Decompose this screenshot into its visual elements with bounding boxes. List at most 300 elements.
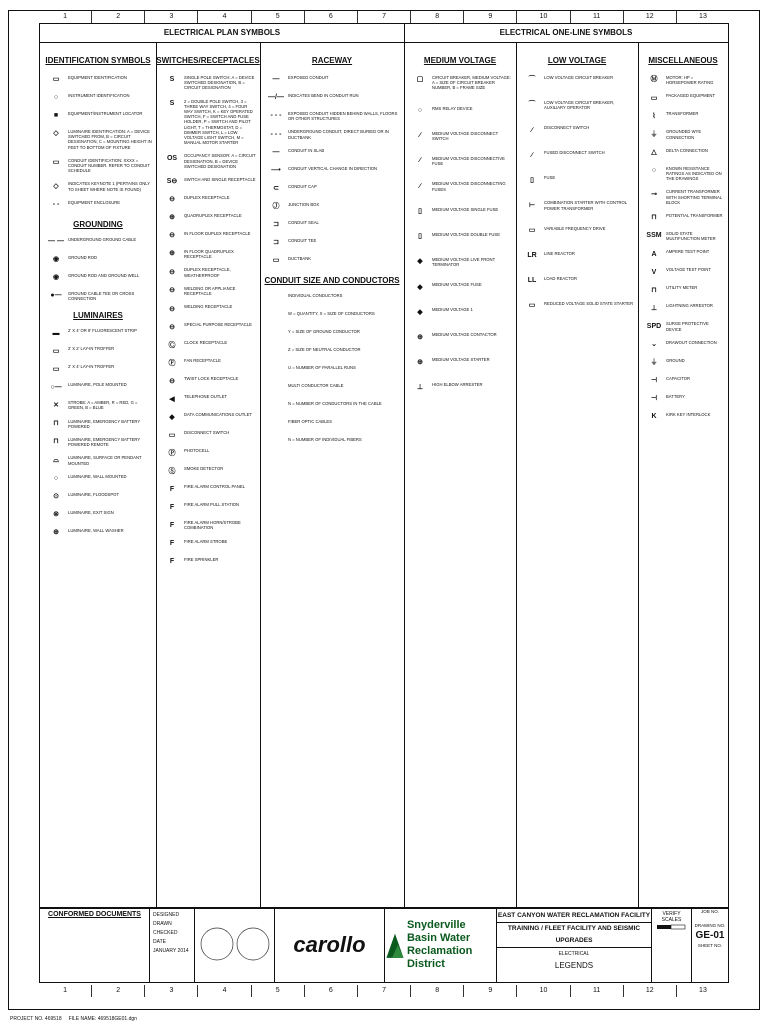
grid-number: 3 bbox=[145, 11, 198, 23]
legend-item bbox=[160, 484, 256, 494]
carollo-logo-text: carollo bbox=[293, 932, 366, 957]
legend-symbol-icon: ⊗ bbox=[53, 511, 59, 519]
legend-description: EXPOSED CONDUIT bbox=[288, 75, 329, 80]
legend-description: INDICATES BEND IN CONDUIT RUN bbox=[288, 93, 359, 98]
grid-number: 4 bbox=[198, 11, 251, 23]
legend-description: LUMINAIRE, WALL WASHER bbox=[68, 527, 124, 533]
grid-number: 11 bbox=[571, 985, 624, 997]
legend-item bbox=[44, 255, 152, 265]
legend-symbol-icon: ⊖ bbox=[169, 268, 175, 276]
legend-symbol-icon: ▭ bbox=[52, 347, 60, 355]
legend-item bbox=[642, 394, 724, 404]
legend-description: DATA COMMUNICATIONS OUTLET bbox=[184, 412, 252, 418]
legend-symbol-icon: ⊖ bbox=[169, 305, 175, 313]
grid-number: 9 bbox=[464, 985, 517, 997]
grid-number: 10 bbox=[517, 985, 570, 997]
legend-symbol-icon: ⊖ bbox=[169, 323, 175, 331]
legend-description: N = NUMBER OF INDIVIDUAL FIBERS bbox=[288, 436, 362, 442]
legend-item bbox=[520, 125, 634, 135]
legend-item bbox=[520, 301, 634, 311]
drawing-number: GE-01 bbox=[695, 930, 725, 941]
legend-item bbox=[408, 156, 512, 166]
legend-item bbox=[264, 93, 400, 103]
legend-item bbox=[642, 93, 724, 103]
plan-symbols-header: ELECTRICAL PLAN SYMBOLS bbox=[40, 24, 405, 43]
legend-description: QUADRUPLEX RECEPTACLE bbox=[184, 213, 242, 219]
project-name: TRAINING / FLEET FACILITY AND SEISMIC UPGRADES bbox=[497, 923, 651, 948]
low-voltage-column bbox=[516, 42, 639, 908]
legend-symbol-icon: F bbox=[169, 558, 175, 566]
legend-item bbox=[160, 177, 256, 187]
legend-item bbox=[264, 401, 400, 411]
legend-symbol-icon bbox=[264, 401, 288, 411]
legend-description: CONDUIT TEE bbox=[288, 237, 317, 243]
legend-item bbox=[160, 249, 256, 259]
legend-item bbox=[160, 322, 256, 332]
grid-number: 13 bbox=[699, 13, 707, 20]
legend-description: GROUND ROD AND GROUND WELL bbox=[68, 272, 140, 278]
legend-description: CONDUIT CAP bbox=[288, 183, 317, 189]
grid-reference-bottom bbox=[39, 985, 729, 997]
legend-description: LUMINAIRE, SURFACE OR PENDANT MOUNTED bbox=[68, 455, 142, 466]
legend-item bbox=[642, 148, 724, 158]
legend-item bbox=[44, 455, 152, 465]
legend-symbol-icon: ⊐ bbox=[273, 221, 279, 229]
legend-description: MEDIUM VOLTAGE CONTACTOR bbox=[432, 332, 497, 338]
legend-symbol-icon: S bbox=[169, 76, 175, 84]
legend-description: FIRE SPRINKLER bbox=[184, 556, 219, 562]
legend-item bbox=[264, 311, 400, 321]
legend-symbol-icon: ⊖ bbox=[169, 196, 175, 204]
project-block bbox=[497, 908, 652, 982]
legend-item bbox=[642, 231, 724, 241]
legend-description: SINGLE POLE SWITCH: A = DEVICE SWITCHED DESIGNATION, B = CIRCUIT DESIGNATION bbox=[184, 75, 255, 91]
legend-description: LOW VOLTAGE CIRCUIT BREAKER bbox=[544, 75, 614, 80]
grid-number: 4 bbox=[198, 985, 251, 997]
legend-description: IN FLOOR DUPLEX RECEPTACLE bbox=[184, 231, 251, 237]
legend-description: MEDIUM VOLTAGE DISCONNECTING FUSES bbox=[432, 181, 506, 192]
section-title: GROUNDING bbox=[73, 219, 123, 229]
legend-description: GROUND bbox=[666, 357, 685, 363]
legend-item bbox=[408, 307, 512, 317]
sheet-no-label: SHEET NO. bbox=[697, 943, 723, 948]
legend-symbol-icon: ○ bbox=[651, 167, 657, 175]
column-title: SWITCHES/RECEPTACLES bbox=[156, 56, 260, 65]
legend-item bbox=[408, 207, 512, 217]
legend-item bbox=[408, 257, 512, 267]
legend-description: REDUCED VOLTAGE SOLID STATE STARTER bbox=[544, 300, 634, 306]
legend-symbol-icon bbox=[264, 293, 288, 303]
legend-item bbox=[44, 93, 152, 103]
legend-description: CONDUIT SEAL bbox=[288, 219, 319, 225]
legend-description: PACKAGED EQUIPMENT bbox=[666, 93, 716, 99]
legend-description: TELEPHONE OUTLET bbox=[184, 394, 228, 400]
engineer-seal-icon bbox=[195, 908, 275, 980]
section-title: CONDUIT SIZE AND CONDUCTORS bbox=[264, 275, 400, 285]
legend-item bbox=[264, 347, 400, 357]
legend-description: VOLTAGE TEST POINT bbox=[666, 267, 711, 273]
designer-block bbox=[150, 908, 195, 982]
legend-description: LINE REACTOR bbox=[544, 250, 575, 256]
legend-symbol-icon: ⊖ bbox=[169, 377, 175, 385]
district-name-line2: Reclamation District bbox=[406, 945, 473, 970]
legend-symbol-icon: —• bbox=[271, 167, 281, 175]
legend-symbol-icon: ⊐ bbox=[273, 239, 279, 247]
legend-symbol-icon: K bbox=[651, 413, 657, 421]
legend-item bbox=[160, 75, 256, 91]
legend-item bbox=[44, 291, 152, 301]
legend-description: MEDIUM VOLTAGE LIVE FRONT TERMINATOR bbox=[432, 256, 496, 268]
legend-symbol-icon: ▭ bbox=[52, 76, 60, 84]
sheet-title: LEGENDS bbox=[554, 961, 594, 970]
legend-symbol-icon: ◆ bbox=[417, 283, 423, 291]
grid-number: 11 bbox=[571, 11, 624, 23]
column-title: RACEWAY bbox=[311, 56, 353, 65]
legend-symbol-icon: ▭ bbox=[528, 302, 536, 310]
legend-item bbox=[642, 321, 724, 331]
legend-description: DUPLEX RECEPTACLE, WEATHERPROOF bbox=[184, 267, 231, 278]
legend-item bbox=[520, 100, 634, 110]
legend-symbol-icon: ⊥ bbox=[650, 304, 658, 312]
legend-description: KNOWN RESISTANCE RATINGS AS INDICATED ON THE DRAWINGS bbox=[666, 165, 722, 182]
legend-description: WELDING OR APPLIANCE RECEPTACLE bbox=[184, 285, 236, 297]
one-line-symbols-header: ELECTRICAL ONE-LINE SYMBOLS bbox=[404, 24, 728, 43]
legend-item bbox=[44, 528, 152, 538]
grid-number: 12 bbox=[624, 985, 677, 997]
legend-item bbox=[520, 251, 634, 261]
legend-symbol-icon: - - bbox=[52, 201, 60, 209]
legend-item bbox=[44, 364, 152, 374]
legend-symbol-icon: ◇ bbox=[53, 182, 59, 190]
legend-item bbox=[44, 129, 152, 150]
legend-item bbox=[44, 492, 152, 502]
legend-item bbox=[642, 412, 724, 422]
legend-item bbox=[264, 75, 400, 85]
legend-item bbox=[408, 282, 512, 292]
legend-item bbox=[160, 466, 256, 476]
column-title: MISCELLANEOUS bbox=[648, 56, 718, 65]
legend-symbol-icon: S bbox=[169, 100, 175, 107]
legend-description: WELDING RECEPTACLE bbox=[184, 304, 233, 310]
legend-item bbox=[520, 150, 634, 160]
legend-item bbox=[642, 376, 724, 386]
legend-symbol-icon: ◆ bbox=[417, 308, 423, 316]
legend-item bbox=[264, 238, 400, 248]
checked-label: CHECKED bbox=[153, 930, 178, 936]
legend-symbol-icon: Ⓙ bbox=[272, 203, 280, 211]
legend-description: DUCTBANK bbox=[288, 255, 312, 261]
legend-symbol-icon: F bbox=[169, 485, 175, 493]
legend-item bbox=[264, 184, 400, 194]
legend-item bbox=[642, 75, 724, 85]
mountain-logo-icon bbox=[385, 925, 405, 965]
legend-symbol-icon: ⌇ bbox=[652, 112, 656, 120]
legend-symbol-icon: ⊕ bbox=[169, 250, 175, 258]
legend-item bbox=[520, 175, 634, 185]
legend-item bbox=[264, 329, 400, 339]
legend-description: LIGHTNING ARRESTOR bbox=[666, 303, 713, 309]
legend-symbol-icon: ◇ bbox=[53, 130, 59, 138]
legend-item bbox=[264, 220, 400, 230]
legend-description: TRANSFORMER bbox=[666, 111, 699, 117]
legend-symbol-icon: Ⓕ bbox=[168, 359, 176, 367]
legend-symbol-icon: ⊕ bbox=[53, 529, 59, 537]
legend-item bbox=[44, 400, 152, 410]
legend-description: TWIST LOCK RECEPTACLE bbox=[184, 376, 239, 382]
legend-description: AMPERE TEST POINT bbox=[666, 249, 710, 255]
legend-symbol-icon: ▭ bbox=[528, 227, 536, 235]
legend-description: LUMINAIRE, EMERGENCY BATTERY POWERED bbox=[68, 418, 141, 429]
legend-item bbox=[408, 131, 512, 141]
legend-description: MOTOR: HP = HORSEPOWER RATING bbox=[666, 75, 714, 86]
date-label: DATE bbox=[153, 939, 166, 945]
legend-description: OCCUPANCY SENSOR: A = CIRCUIT DESIGNATION, B = DEVICE SWITCHED DESIGNATION bbox=[184, 153, 256, 169]
legend-item bbox=[264, 437, 400, 447]
legend-symbol-icon: F bbox=[169, 521, 175, 529]
medium-voltage-column bbox=[404, 42, 517, 908]
column-title: MEDIUM VOLTAGE bbox=[423, 56, 497, 65]
legend-description: LOW VOLTAGE CIRCUIT BREAKER, AUXILIARY OPERATOR bbox=[544, 100, 615, 111]
legend-item bbox=[160, 430, 256, 440]
legend-item bbox=[160, 231, 256, 241]
legend-description: 2' X 4' OR 8' FLUORESCENT STRIP bbox=[68, 328, 137, 334]
legend-item bbox=[44, 181, 152, 191]
legend-description: KIRK KEY INTERLOCK bbox=[666, 411, 711, 417]
legend-symbol-icon: ⊕ bbox=[417, 333, 423, 341]
legend-description: EQUIPMENT ENCLOSURE bbox=[68, 199, 121, 205]
legend-description: MEDIUM VOLTAGE SINGLE FUSE bbox=[432, 206, 499, 212]
legend-item bbox=[408, 232, 512, 242]
grid-number: 7 bbox=[358, 985, 411, 997]
legend-description: UNDERGROUND CONDUIT, DIRECT BURIED OR IN DUCTBANK bbox=[288, 129, 389, 140]
legend-symbol-icon: LL bbox=[527, 277, 537, 285]
project-number: PROJECT NO. 469518 bbox=[10, 1016, 62, 1022]
legend-symbol-icon: — bbox=[272, 149, 280, 157]
legend-description: JUNCTION BOX bbox=[288, 201, 320, 207]
legend-area bbox=[39, 23, 729, 909]
legend-description: GROUNDED WYE CONNECTION bbox=[666, 129, 702, 140]
legend-description: MEDIUM VOLTAGE 1 bbox=[432, 307, 473, 313]
date-value: JANUARY 2014 bbox=[153, 948, 189, 954]
legend-description: MEDIUM VOLTAGE FUSE bbox=[432, 282, 482, 288]
legend-item bbox=[264, 365, 400, 375]
legend-description: CIRCUIT BREAKER, MEDIUM VOLTAGE: A = SIZE OF CIRCUIT BREAKER NUMBER, B = FRAME SIZE bbox=[432, 75, 511, 91]
legend-symbol-icon: ◀ bbox=[169, 395, 175, 403]
legend-symbol-icon: ◆ bbox=[169, 413, 175, 421]
legend-symbol-icon bbox=[264, 311, 288, 321]
grid-number: 8 bbox=[411, 985, 464, 997]
grid-number: 9 bbox=[464, 11, 517, 23]
legend-symbol-icon: ○ bbox=[53, 475, 59, 483]
legend-symbol-icon: ∕ bbox=[419, 132, 421, 139]
legend-symbol-icon: OS bbox=[166, 154, 178, 162]
legend-description: SOLID STATE MULTIFUNCTION METER bbox=[666, 231, 716, 242]
legend-symbol-icon: ⊙ bbox=[53, 493, 59, 501]
legend-description: MEDIUM VOLTAGE DISCONNECT SWITCH bbox=[432, 130, 499, 141]
legend-description: COMBINATION STARTER WITH CONTROL POWER TRANSFORMER bbox=[544, 200, 627, 211]
legend-description: LUMINAIRE IDENTIFICATION: A = DEVICE SWITCHED FROM, B = CIRCUIT DESIGNATION, C = MOUNTING HEIGHT IN FEET TO BOTTOM OF FIXTURE bbox=[68, 129, 152, 150]
legend-description: Z = SIZE OF NEUTRAL CONDUCTOR bbox=[288, 346, 361, 352]
legend-description: INDICATES KEYNOTE 1 (PERTAINS ONLY TO SHEET WHERE NOTE IS FOUND) bbox=[68, 181, 150, 192]
legend-symbol-icon: ∕ bbox=[419, 182, 421, 190]
drawing-number-block bbox=[692, 908, 728, 982]
legend-symbol-icon: F bbox=[169, 503, 175, 511]
legend-symbol-icon: ⊕ bbox=[169, 214, 175, 222]
legend-description: FIRE ALARM HORN/STROBE COMBINATION bbox=[184, 520, 241, 531]
legend-symbol-icon: ⊖ bbox=[169, 287, 175, 295]
legend-item bbox=[642, 166, 724, 182]
legend-description: CAPACITOR bbox=[666, 375, 691, 381]
legend-description: Y = SIZE OF GROUND CONDUCTOR bbox=[288, 328, 360, 334]
legend-item bbox=[44, 382, 152, 392]
district-logo bbox=[385, 908, 497, 982]
discipline: ELECTRICAL bbox=[558, 951, 590, 957]
legend-item bbox=[44, 200, 152, 210]
legend-symbol-icon: ⊣ bbox=[650, 377, 658, 385]
grid-reference-top bbox=[39, 11, 729, 23]
legend-description: DELTA CONNECTION bbox=[666, 147, 708, 153]
legend-symbol-icon bbox=[264, 365, 288, 375]
legend-description: DRAWOUT CONNECTION bbox=[666, 339, 717, 345]
file-info bbox=[10, 1016, 137, 1022]
legend-symbol-icon: ⊕ bbox=[417, 358, 423, 366]
legend-symbol-icon: ⊓ bbox=[53, 438, 59, 446]
legend-symbol-icon: ●— bbox=[50, 292, 62, 300]
legend-symbol-icon: ▬ bbox=[52, 329, 60, 337]
legend-symbol-icon: ⊥ bbox=[416, 383, 424, 391]
legend-description: CURRENT TRANSFORMER WITH SHORTING TERMINAL BLOCK bbox=[666, 189, 722, 205]
legend-description: W = QUANTITY, X = SIZE OF CONDUCTORS bbox=[288, 310, 375, 316]
legend-symbol-icon: ■ bbox=[53, 112, 59, 120]
carollo-logo bbox=[275, 908, 385, 982]
legend-item bbox=[520, 276, 634, 286]
legend-description: EQUIPMENT/INSTRUMENT LOCATOR bbox=[68, 111, 143, 116]
legend-description: STROBE: A = AMBER, R = RED, G = GREEN, B = BLUE bbox=[68, 400, 138, 411]
grid-number: 6 bbox=[305, 985, 358, 997]
legend-description: RMS RELAY DEVICE bbox=[432, 105, 473, 111]
legend-description: EQUIPMENT IDENTIFICATION bbox=[68, 75, 127, 80]
legend-description: UTILITY METER bbox=[666, 285, 698, 291]
grid-number: 7 bbox=[358, 11, 411, 23]
legend-item bbox=[642, 249, 724, 259]
legend-symbol-icon: ⊓ bbox=[651, 214, 657, 222]
legend-description: EXPOSED CONDUIT HIDDEN BEHIND WALLS, FLOORS OR OTHER STRUCTURES bbox=[288, 111, 398, 122]
miscellaneous-column bbox=[638, 42, 728, 908]
legend-symbol-icon: ⌓ bbox=[53, 456, 59, 464]
legend-item bbox=[642, 213, 724, 223]
legend-item bbox=[264, 256, 400, 266]
legend-symbol-icon: ⌄ bbox=[651, 341, 657, 349]
legend-description: 2 = DOUBLE POLE SWITCH, 3 = THREE WAY SWITCH, 4 = FOUR WAY SWITCH, K = KEY OPERATED SWITCH, F = SWITCH AND FUSE HOLDER, P = SWITCH AND PILOT LIGHT, T = THERMOSTAT, D = DIMMER SWITCH, L = LOW VOLTAGE LIGHT SWITCH, M = MANUAL MOTOR STARTER bbox=[184, 98, 253, 146]
legend-symbol-icon: ⊓ bbox=[53, 420, 59, 428]
column-title: LOW VOLTAGE bbox=[547, 56, 607, 65]
legend-symbol-icon bbox=[264, 383, 288, 393]
legend-symbol-icon: ⌒ bbox=[528, 76, 536, 84]
legend-item bbox=[44, 273, 152, 283]
legend-item bbox=[44, 328, 152, 338]
legend-item bbox=[160, 358, 256, 368]
legend-symbol-icon: ▢ bbox=[416, 76, 424, 84]
legend-description: U = NUMBER OF PARALLEL RUNS bbox=[288, 364, 356, 370]
title-block bbox=[39, 907, 729, 983]
grid-number: 2 bbox=[92, 11, 145, 23]
legend-description: BATTERY bbox=[666, 393, 685, 399]
drawing-sheet bbox=[8, 10, 760, 1010]
legend-item bbox=[160, 213, 256, 223]
legend-description: SMOKE DETECTOR bbox=[184, 466, 224, 472]
legend-description: FIRE ALARM PULL STATION bbox=[184, 502, 240, 508]
legend-item bbox=[160, 412, 256, 422]
legend-description: IN FLOOR QUADRUPLEX RECEPTACLE bbox=[184, 249, 234, 260]
legend-symbol-icon: ⌒ bbox=[528, 101, 536, 109]
legend-item bbox=[160, 557, 256, 567]
raceway-column bbox=[260, 42, 405, 908]
legend-description: 2' X 2' LAY-IN TROFFER bbox=[68, 346, 115, 352]
legend-description: POTENTIAL TRANSFORMER bbox=[666, 213, 723, 219]
legend-item bbox=[264, 129, 400, 139]
legend-item bbox=[44, 419, 152, 429]
grid-number: 12 bbox=[624, 11, 677, 23]
legend-description: MEDIUM VOLTAGE STARTER bbox=[432, 357, 490, 363]
legend-symbol-icon: V bbox=[651, 268, 657, 276]
legend-symbol-icon: Ⓢ bbox=[168, 467, 176, 475]
legend-item bbox=[408, 357, 512, 367]
legend-description: LUMINAIRE, WALL MOUNTED bbox=[68, 473, 127, 479]
legend-description: VARIABLE FREQUENCY DRIVE bbox=[544, 225, 606, 231]
grid-number: 1 bbox=[39, 985, 92, 997]
legend-item bbox=[264, 202, 400, 212]
legend-item bbox=[44, 437, 152, 447]
legend-description: DISCONNECT SWITCH bbox=[184, 430, 230, 436]
legend-item bbox=[408, 75, 512, 91]
legend-description: FIBER OPTIC CABLES bbox=[288, 418, 332, 424]
legend-item bbox=[44, 474, 152, 484]
legend-item bbox=[408, 332, 512, 342]
legend-item bbox=[160, 502, 256, 512]
legend-description: INDIVIDUAL CONDUCTORS bbox=[288, 292, 343, 298]
legend-item bbox=[520, 226, 634, 236]
legend-symbol-icon: Ⓟ bbox=[168, 449, 176, 457]
job-no-label: JOB NO. bbox=[700, 909, 719, 914]
legend-symbol-icon: A bbox=[651, 250, 657, 258]
legend-item bbox=[160, 539, 256, 549]
legend-symbol-icon: ▭ bbox=[168, 431, 176, 439]
legend-symbol-icon: ∕ bbox=[531, 126, 533, 134]
grid-number: 5 bbox=[252, 985, 305, 997]
legend-symbol-icon: Ⓒ bbox=[168, 341, 176, 349]
legend-description: SPECIAL PURPOSE RECEPTACLE bbox=[184, 322, 252, 328]
legend-symbol-icon: ⏚ bbox=[650, 130, 658, 138]
legend-item bbox=[264, 293, 400, 303]
legend-symbol-icon: △ bbox=[651, 149, 657, 157]
grid-number: 10 bbox=[517, 11, 570, 23]
legend-symbol-icon bbox=[264, 329, 288, 339]
legend-description: CONDUIT IDENTIFICATION: XXXX = CONDUIT NUMBER. REFER TO CONDUIT SCHEDULE bbox=[68, 157, 150, 174]
legend-item bbox=[160, 520, 256, 530]
legend-item bbox=[642, 129, 724, 139]
grid-number: 8 bbox=[411, 11, 464, 23]
legend-description: MEDIUM VOLTAGE DOUBLE FUSE bbox=[432, 231, 501, 237]
legend-symbol-icon: Ⓜ bbox=[650, 76, 658, 84]
legend-description: LUMINAIRE, FLOODSPOT bbox=[68, 491, 119, 497]
legend-description: CLOCK RECEPTACLE bbox=[184, 340, 228, 346]
legend-symbol-icon: ▭ bbox=[52, 159, 60, 167]
legend-symbol-icon: ⏚ bbox=[650, 359, 658, 367]
legend-symbol-icon: LR bbox=[527, 252, 537, 260]
legend-symbol-icon: ◉ bbox=[52, 256, 60, 264]
designed-label: DESIGNED bbox=[153, 912, 180, 918]
legend-item bbox=[408, 382, 512, 392]
